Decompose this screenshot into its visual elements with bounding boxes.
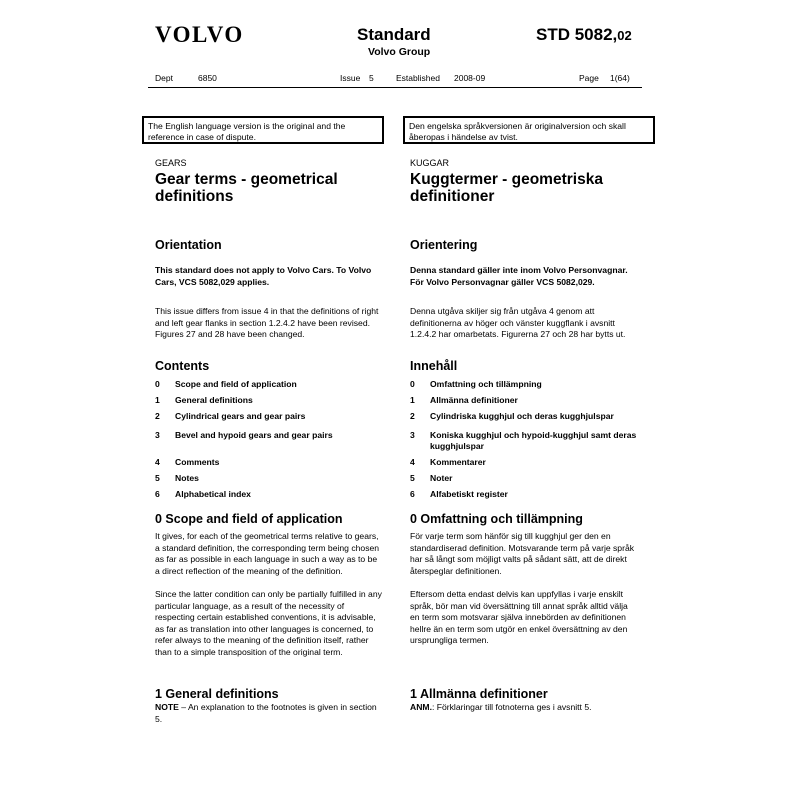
orientation-text-sv: Denna utgåva skiljer sig från utgåva 4 genom att definitionerna av höger och vänster kuggflank i avsnitt 1.2.4.2 har omarbetats. Figurerna 27 och 28 har bytts ut. (410, 306, 626, 339)
established-label: Established (396, 73, 440, 83)
contents-item-label: Scope and field of application (175, 379, 297, 389)
contents-item-number: 2 (410, 411, 415, 421)
contents-item[interactable] (410, 379, 638, 395)
category-en: GEARS (155, 158, 187, 168)
category-sv: KUGGAR (410, 158, 450, 168)
orientation-text-en: This issue differs from issue 4 in that the definitions of right and left gear flanks in section 1.2.4.2 have been revised. Figures 27 and 28 have been changed. (155, 306, 379, 339)
english-column (155, 158, 383, 725)
contents-item-number: 3 (410, 430, 415, 440)
doc-title-sv: Kuggtermer - geometriska definitioner (410, 171, 603, 205)
note-text-sv: : Förklaringar till fotnoterna ges i avsnitt 5. (431, 702, 592, 712)
contents-item-number: 2 (155, 411, 160, 421)
contents-item-label: Koniska kugghjul och hypoid-kugghjul samt deras kugghjulspar (430, 430, 637, 451)
issue-label: Issue (340, 73, 361, 83)
contents-item-number: 6 (410, 489, 415, 499)
note-text-en: – An explanation to the footnotes is given in section 5. (155, 702, 377, 724)
standard-revision: 02 (617, 28, 632, 43)
contents-item-number: 3 (155, 430, 160, 440)
contents-item-label: Comments (175, 457, 220, 467)
contents-item[interactable] (155, 430, 383, 457)
swedish-column (410, 158, 638, 714)
header-divider (148, 87, 642, 88)
contents-item-label: General definitions (175, 395, 253, 405)
contents-item-label: Noter (430, 473, 453, 483)
contents-item-number: 1 (410, 395, 415, 405)
contents-item-number: 5 (155, 473, 160, 483)
contents-item[interactable] (155, 489, 383, 505)
document-type: Standard (357, 25, 431, 44)
contents-list-sv (410, 379, 638, 505)
contents-item-label: Bevel and hypoid gears and gear pairs (175, 430, 333, 440)
contents-item[interactable] (155, 473, 383, 489)
contents-item-label: Alphabetical index (175, 489, 251, 499)
contents-item-label: Notes (175, 473, 199, 483)
contents-heading-en: Contents (155, 359, 210, 373)
language-note-sv: Den engelska språkversionen är originalversion och skall åberopas i händelse av tvist. (403, 116, 655, 144)
dept-value: 6850 (198, 73, 217, 83)
contents-item-label: Omfattning och tillämpning (430, 379, 542, 389)
contents-item-label: Cylindriska kugghjul och deras kugghjulspar (430, 411, 614, 421)
scope-heading-sv: 0 Omfattning och tillämpning (410, 512, 583, 526)
page-label: Page (579, 73, 599, 83)
established-value: 2008-09 (454, 73, 486, 83)
orientation-heading-en: Orientation (155, 238, 222, 252)
contents-item-number: 1 (155, 395, 160, 405)
general-heading-en: 1 General definitions (155, 687, 279, 701)
contents-item-number: 4 (410, 457, 415, 467)
contents-heading-sv: Innehåll (410, 359, 458, 373)
scope-paragraph-1-en: It gives, for each of the geometrical terms relative to gears, a standard definition, the corresponding term being chosen as far as possible in each language in such a way as to be a direct reflection of the meaning of the definition. (155, 531, 380, 576)
note-label-en: NOTE (155, 702, 179, 712)
orientation-bold-sv: Denna standard gäller inte inom Volvo Personvagnar. För Volvo Personvagnar gäller VCS 5082,029. (410, 265, 628, 287)
note-label-sv: ANM. (410, 702, 432, 712)
scope-paragraph-1-sv: För varje term som hänför sig till kugghjul ger den en standardiserad definition. Motsvarande term på varje språk har så långt som möjligt valts på sådant sätt, att de direkt återspeglar definitionen. (410, 531, 635, 576)
contents-item-label: Kommentarer (430, 457, 486, 467)
scope-heading-en: 0 Scope and field of application (155, 512, 343, 526)
contents-item[interactable] (155, 411, 383, 430)
dept-label: Dept (155, 73, 173, 83)
orientation-heading-sv: Orientering (410, 238, 478, 252)
contents-item-number: 6 (155, 489, 160, 499)
contents-item[interactable] (410, 411, 638, 430)
general-heading-sv: 1 Allmänna definitioner (410, 687, 548, 701)
contents-list-en (155, 379, 383, 505)
doc-title-en: Gear terms - geometrical definitions (155, 171, 338, 205)
standard-number (536, 25, 632, 45)
contents-item[interactable] (155, 457, 383, 473)
page-value: 1(64) (610, 73, 630, 83)
issue-value: 5 (369, 73, 374, 83)
contents-item-number: 0 (410, 379, 415, 389)
scope-paragraph-2-sv: Eftersom detta endast delvis kan uppfyllas i varje enskilt språk, bör man vid översättning till annat språk alltid välja en term som motsvarar själva innebörden av definitionen hellre än en term som utgör en enkel översättning av den ursprungliga termen. (410, 589, 628, 645)
contents-item-number: 5 (410, 473, 415, 483)
contents-item[interactable] (410, 489, 638, 505)
organization: Volvo Group (368, 46, 431, 58)
contents-item[interactable] (410, 395, 638, 411)
contents-item[interactable] (410, 430, 638, 457)
note-sv (410, 702, 638, 714)
language-note-en: The English language version is the original and the reference in case of dispute. (142, 116, 384, 144)
contents-item[interactable] (410, 457, 638, 473)
contents-item-label: Allmänna definitioner (430, 395, 518, 405)
contents-item[interactable] (155, 395, 383, 411)
scope-paragraph-2-en: Since the latter condition can only be partially fulfilled in any particular language, as a result of the necessity of respecting certain established conventions, it is advisable, as far as translation into other languages is concerned, to refer always to the meaning of the definition itself, rather than to a simple transposition of the original term. (155, 589, 382, 657)
note-en (155, 702, 383, 725)
orientation-bold-en: This standard does not apply to Volvo Cars. To Volvo Cars, VCS 5082,029 applies. (155, 265, 372, 287)
contents-item-number: 0 (155, 379, 160, 389)
standard-number-base: STD 5082, (536, 25, 618, 44)
contents-item[interactable] (155, 379, 383, 395)
contents-item-label: Alfabetiskt register (430, 489, 508, 499)
contents-item[interactable] (410, 473, 638, 489)
contents-item-label: Cylindrical gears and gear pairs (175, 411, 306, 421)
volvo-logo: VOLVO (155, 22, 244, 47)
contents-item-number: 4 (155, 457, 160, 467)
